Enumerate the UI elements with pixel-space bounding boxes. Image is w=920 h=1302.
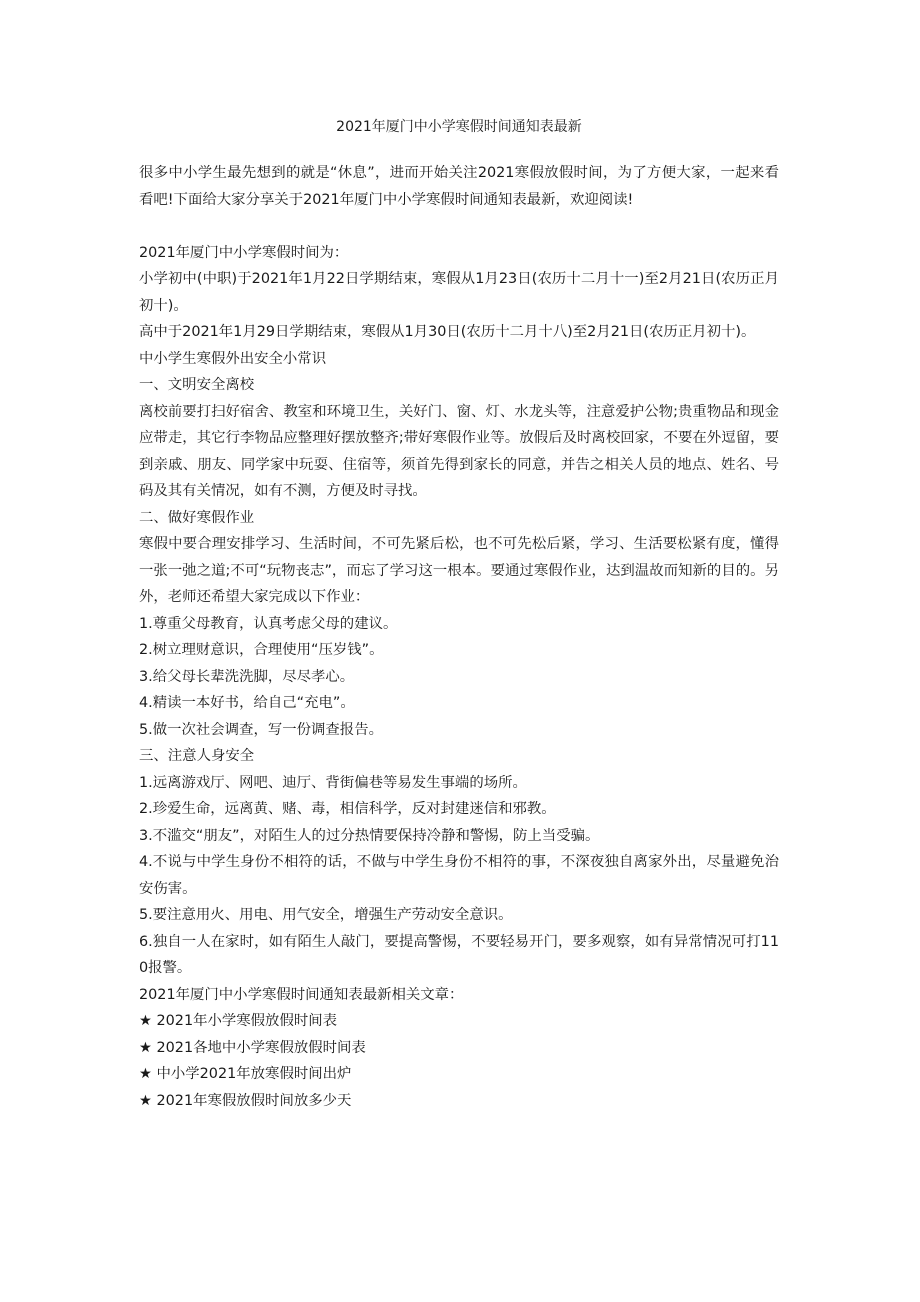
intro-paragraph: 很多中小学生最先想到的就是“休息”，进而开始关注2021寒假放假时间，为了方便大家，一起来看看吧!下面给大家分享关于2021年厦门中小学寒假时间通知表最新，欢迎阅读! xyxy=(139,165,779,208)
schedule-high-school: 高中于2021年1月29日学期结束，寒假从1月30日(农历十二月十八)至2月21日(农历正月初十)。 xyxy=(139,324,756,340)
related-article-link[interactable]: ★ 2021各地中小学寒假放假时间表 xyxy=(139,1039,366,1056)
related-article-link[interactable]: ★ 2021年小学寒假放假时间表 xyxy=(139,1013,338,1029)
homework-item: 5.做一次社会调查，写一份调查报告。 xyxy=(139,721,383,738)
related-article-link[interactable]: ★ 2021年寒假放假时间放多少天 xyxy=(139,1092,352,1109)
document-title: 2021年厦门中小学寒假时间通知表最新 xyxy=(336,119,582,135)
homework-item: 4.精读一本好书，给自己“充电”。 xyxy=(139,695,355,711)
schedule-heading: 2021年厦门中小学寒假时间为： xyxy=(139,244,349,261)
safety-item: 2.珍爱生命，远离黄、赌、毒，相信科学，反对封建迷信和邪教。 xyxy=(139,801,556,817)
related-article-link[interactable]: ★ 中小学2021年放寒假时间出炉 xyxy=(139,1066,352,1082)
related-articles-heading: 2021年厦门中小学寒假时间通知表最新相关文章： xyxy=(139,986,464,1003)
safety-item: 4.不说与中学生身份不相符的话，不做与中学生身份不相符的事，不深夜独自离家外出，尽量避免治安伤害。 xyxy=(139,854,779,897)
safety-item: 6.独自一人在家时，如有陌生人敲门，要提高警惕，不要轻易开门，要多观察，如有异常情况可打110报警。 xyxy=(139,933,779,976)
document-body xyxy=(139,160,779,1114)
section-heading-1: 一、文明安全离校 xyxy=(139,377,255,393)
safety-item: 1.远离游戏厅、网吧、迪厅、背街偏巷等易发生事端的场所。 xyxy=(139,774,527,791)
safety-item: 3.不滥交“朋友”，对陌生人的过分热情要保持冷静和警惕，防上当受骗。 xyxy=(139,827,600,844)
safety-item: 5.要注意用火、用电、用气安全，增强生产劳动安全意识。 xyxy=(139,907,513,923)
section-2-paragraph: 寒假中要合理安排学习、生活时间，不可先紧后松，也不可先松后紧，学习、生活要松紧有度，懂得一张一弛之道;不可“玩物丧志”，而忘了学习这一根本。要通过寒假作业，达到温故而知新的目的。另外，老师还希望大家完成以下作业： xyxy=(139,536,779,605)
section-heading-2: 二、做好寒假作业 xyxy=(139,509,255,526)
homework-item: 3.给父母长辈洗洗脚，尽尽孝心。 xyxy=(139,668,355,685)
section-1-paragraph: 离校前要打扫好宿舍、教室和环境卫生，关好门、窗、灯、水龙头等，注意爱护公物;贵重物品和现金应带走，其它行李物品应整理好摆放整齐;带好寒假作业等。放假后及时离校回家，不要在外逗留，要到亲戚、朋友、同学家中玩耍、住宿等，须首先得到家长的同意，并告之相关人员的地点、姓名、号码及其有关情况，如有不测，方便及时寻找。 xyxy=(139,403,779,499)
safety-tips-heading: 中小学生寒假外出安全小常识 xyxy=(139,350,327,367)
homework-item: 2.树立理财意识，合理使用“压岁钱”。 xyxy=(139,642,384,658)
section-heading-3: 三、注意人身安全 xyxy=(139,748,255,764)
schedule-primary-middle: 小学初中(中职)于2021年1月22日学期结束，寒假从1月23日(农历十二月十一)至2月21日(农历正月初十)。 xyxy=(139,271,779,314)
homework-item: 1.尊重父母教育，认真考虑父母的建议。 xyxy=(139,615,398,632)
